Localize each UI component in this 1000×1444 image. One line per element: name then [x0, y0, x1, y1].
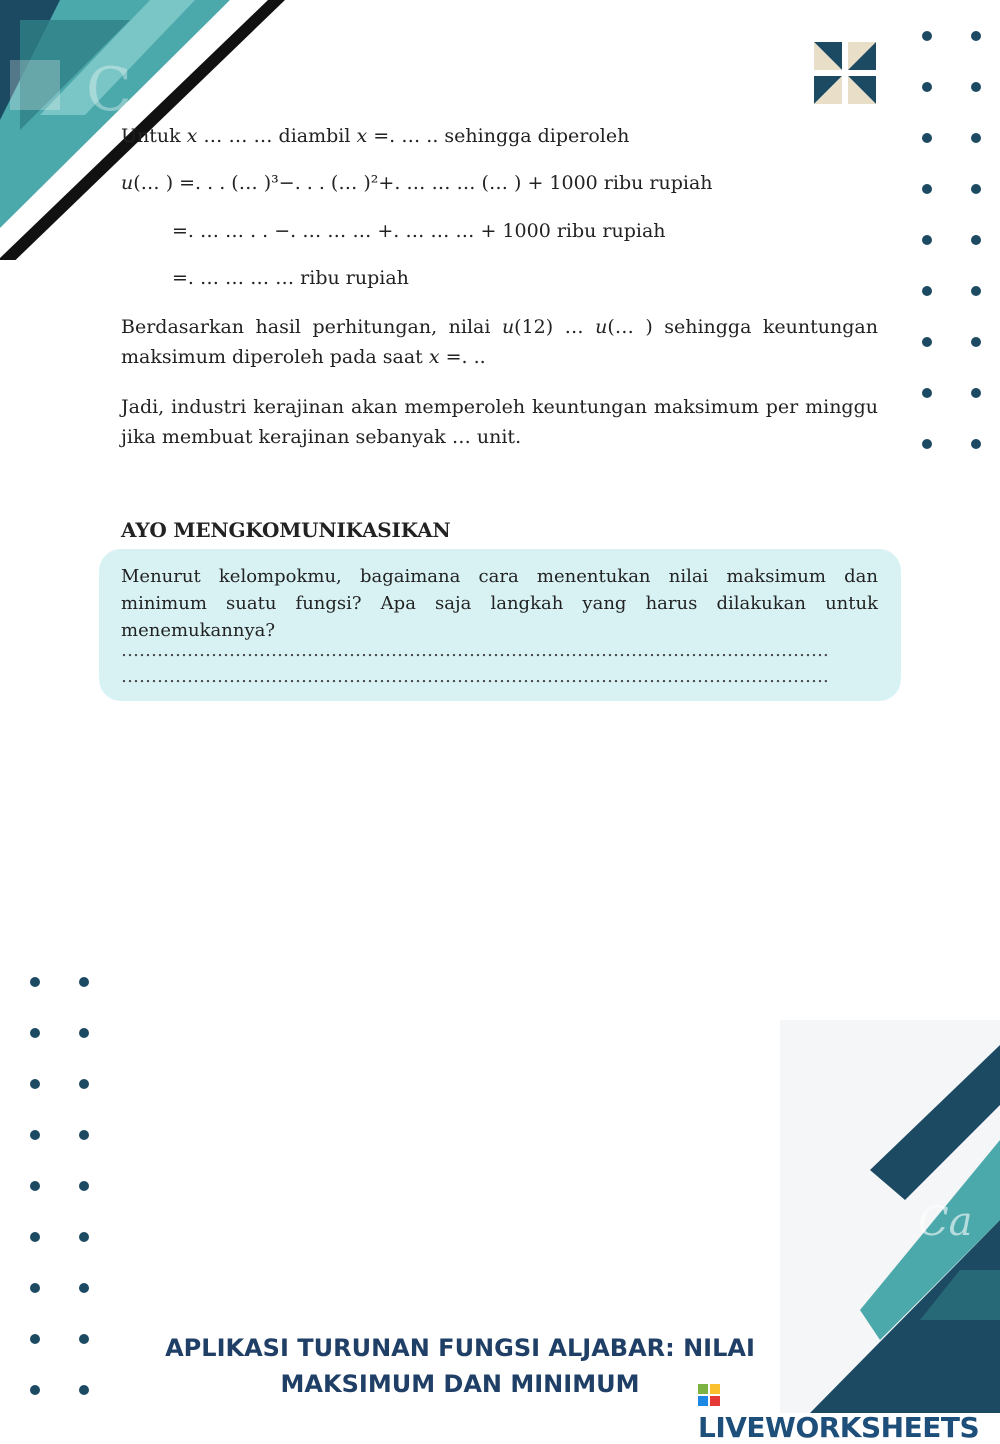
pinwheel-logo-icon: [814, 42, 876, 104]
footer-title: [140, 1330, 780, 1402]
text-line-4: =. … … … … ribu rupiah: [172, 267, 409, 289]
bottom-right-decoration: [780, 1020, 1000, 1413]
left-dot-pattern: [25, 970, 100, 1400]
svg-text:C: C: [86, 55, 132, 125]
discussion-box: [99, 549, 901, 701]
footer-title-line-2: MAKSIMUM DAN MINIMUM: [280, 1370, 640, 1398]
discussion-question: Menurut kelompokmu, bagaimana cara menentukan nilai maksimum dan minimum suatu fungsi? Apa saja langkah yang harus dilakukan untuk menemukannya?: [121, 566, 878, 641]
answer-line-2[interactable]: ……………………………………………………………………………………………………….: [121, 666, 829, 687]
text-line-3: =. … … . . −. … … … +. … … … + 1000 ribu rupiah: [172, 220, 666, 242]
text-line-2: 𝑢(… ) =. . . (… )³−. . . (… )²+. … … … (… ) + 1000 ribu rupiah: [121, 172, 713, 194]
answer-line-1[interactable]: ……………………………………………………………………………………………………….: [121, 640, 829, 661]
liveworksheets-watermark: [698, 1378, 1000, 1444]
liveworksheets-text: LIVEWORKSHEETS: [698, 1411, 980, 1444]
footer-title-line-1: APLIKASI TURUNAN FUNGSI ALJABAR: NILAI: [165, 1334, 755, 1362]
text-line-1: Untuk 𝑥 … … … diambil 𝑥 =. … .. sehingga diperoleh: [121, 125, 630, 147]
paragraph-conclusion: Jadi, industri kerajinan akan memperoleh keuntungan maksimum per minggu jika membuat kerajinan sebanyak … unit.: [121, 396, 878, 448]
section-heading: AYO MENGKOMUNIKASIKAN: [121, 518, 451, 542]
liveworksheets-logo-icon: [698, 1384, 720, 1406]
canva-watermark: Ca: [918, 1199, 973, 1245]
paragraph-result: Berdasarkan hasil perhitungan, nilai 𝑢(12) … 𝑢(… ) sehingga keuntungan maksimum diperoleh pada saat 𝑥 =. ..: [121, 316, 878, 368]
right-dot-pattern: [915, 25, 990, 455]
